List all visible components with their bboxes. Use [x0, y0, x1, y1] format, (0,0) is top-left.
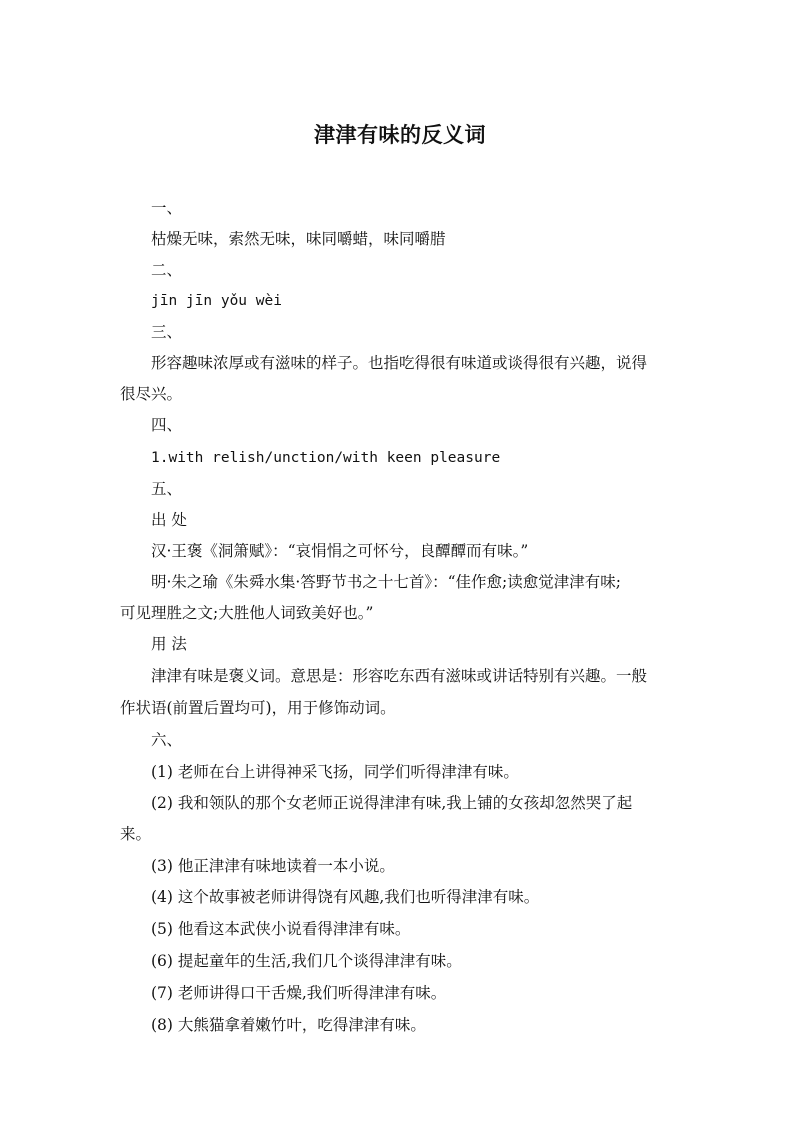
section-heading-5: 五、 [151, 480, 183, 498]
example-sentence: (3) 他正津津有味地读着一本小说。 [151, 857, 395, 875]
source-quote-2-line-2: 可见理胜之文;大胜他人词致美好也。” [120, 604, 374, 622]
source-quote-1: 汉·王褒《洞箫赋》：“哀悁悁之可怀兮，良醰醰而有味。” [151, 542, 529, 560]
pinyin-text: jīn jīn yǒu wèi [151, 293, 282, 309]
example-sentence: (6) 提起童年的生活,我们几个谈得津津有味。 [151, 952, 462, 970]
source-heading: 出 处 [151, 511, 187, 529]
definition-line-1: 形容趣味浓厚或有滋味的样子。也指吃得很有味道或谈得很有兴趣，说得 [151, 354, 648, 372]
example-sentence: (7) 老师讲得口干舌燥,我们听得津津有味。 [151, 984, 447, 1002]
source-quote-2-line-1: 明·朱之瑜《朱舜水集·答野节书之十七首》：“佳作愈;读愈觉津津有味; [151, 573, 621, 591]
example-sentence: (8) 大熊猫拿着嫩竹叶，吃得津津有味。 [151, 1016, 426, 1034]
example-sentence: 来。 [120, 825, 152, 843]
antonyms-text: 枯燥无味，索然无味，味同嚼蜡，味同嚼腊 [151, 230, 446, 248]
section-heading-2: 二、 [151, 261, 183, 279]
example-sentence: (2) 我和领队的那个女老师正说得津津有味,我上铺的女孩却忽然哭了起 [151, 794, 633, 812]
section-heading-6: 六、 [151, 731, 183, 749]
definition-line-2: 很尽兴。 [120, 385, 183, 403]
section-heading-3: 三、 [151, 323, 183, 341]
usage-line-2: 作状语(前置后置均可)，用于修饰动词。 [120, 699, 396, 717]
example-sentence: (5) 他看这本武侠小说看得津津有味。 [151, 920, 411, 938]
example-sentence: (4) 这个故事被老师讲得饶有风趣,我们也听得津津有味。 [151, 888, 540, 906]
example-sentence: (1) 老师在台上讲得神采飞扬，同学们听得津津有味。 [151, 763, 519, 781]
english-translation: 1.with relish/unction/with keen pleasure [151, 450, 501, 466]
section-heading-1: 一、 [151, 199, 183, 217]
usage-heading: 用 法 [151, 635, 187, 653]
section-heading-4: 四、 [151, 416, 183, 434]
page-title: 津津有味的反义词 [314, 123, 486, 147]
usage-line-1: 津津有味是褒义词。意思是：形容吃东西有滋味或讲话特别有兴趣。一般 [151, 667, 648, 685]
